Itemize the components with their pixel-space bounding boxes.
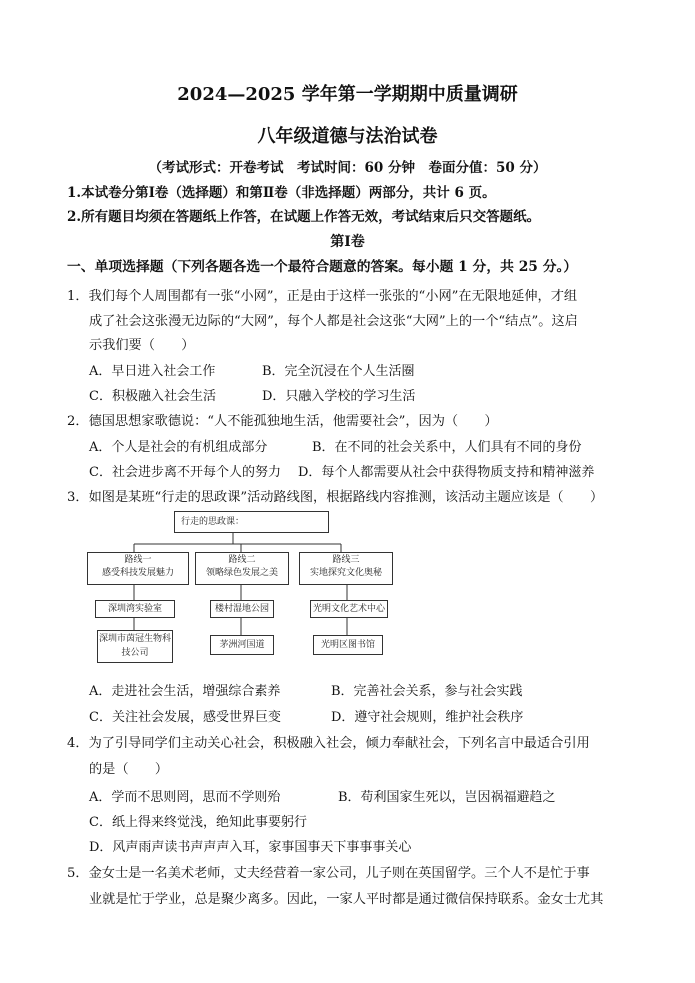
q4-option-b: B．苟利国家生死以，岂因祸福避趋之 xyxy=(338,790,556,805)
section-title: 一、单项选择题（下列各题各选一个最符合题意的答案。每小题 1 分，共 25 分。） xyxy=(67,259,578,275)
q1-option-d: D．只融入学校的学习生活 xyxy=(262,389,416,404)
route-2-stop-1: 楼村湿地公园 xyxy=(210,600,274,618)
q4-option-d: D．风声雨声读书声声声入耳，家事国事天下事事事关心 xyxy=(89,840,412,855)
q5-line-1: 5．金女士是一名美术老师，丈夫经营着一家公司，儿子则在英国留学。三个人不是忙于事 xyxy=(67,866,590,881)
q1-line-1: 1．我们每个人周围都有一张“小网”，正是由于这样一张张的“小网”在无限地延伸，才组 xyxy=(67,289,578,304)
q3-option-a: A．走进社会生活，增强综合素养 xyxy=(89,684,281,699)
route-2-stop-2: 茅洲河国道 xyxy=(210,635,274,655)
q1-option-b: B．完全沉浸在个人生活圈 xyxy=(262,364,415,379)
q1-line-2: 成了社会这张漫无边际的“大网”，每个人都是社会这张“大网”上的一个“结点”。这启 xyxy=(89,314,578,329)
route-3-theme: 实地探究文化奥秘 xyxy=(309,568,382,578)
q2-option-a: A．个人是社会的有机组成部分 xyxy=(89,440,268,455)
q4-option-c: C．纸上得来终觉浅，绝知此事要躬行 xyxy=(89,815,307,830)
route-diagram xyxy=(87,508,447,668)
q4-option-a: A．学而不思则罔，思而不学则殆 xyxy=(89,790,281,805)
exam-info: （考试形式：开卷考试 考试时间：60 分钟 卷面分值：50 分） xyxy=(148,160,547,176)
route-1-theme: 感受科技发展魅力 xyxy=(101,568,174,578)
route-3-stop-1: 光明文化艺术中心 xyxy=(310,600,388,618)
q2-line-1: 2．德国思想家歌德说：“人不能孤独地生活，他需要社会”，因为（ ） xyxy=(67,414,498,429)
exam-subtitle: 八年级道德与法治试卷 xyxy=(257,126,438,147)
route-1-stop-1: 深圳湾实验室 xyxy=(95,600,175,618)
q2-option-d: D．每个人都需要从社会中获得物质支持和精神滋养 xyxy=(298,465,595,480)
diagram-title: 行走的思政课： xyxy=(181,517,245,527)
route-3-name: 路线三 xyxy=(332,555,360,565)
q5-line-2: 业就是忙于学业，总是聚少离多。因此，一家人平时都是通过微信保持联系。金女士尤其 xyxy=(89,892,604,907)
q1-option-a: A．早日进入社会工作 xyxy=(89,364,216,379)
diagram-title-box xyxy=(174,511,329,533)
route-1-box xyxy=(87,552,189,585)
q2-option-c: C．社会进步离不开每个人的努力 xyxy=(89,465,281,480)
q1-line-3: 示我们要（ ） xyxy=(89,338,195,353)
q4-line-2: 的是（ ） xyxy=(89,762,169,777)
q1-option-c: C．积极融入社会生活 xyxy=(89,389,216,404)
q3-option-b: B．完善社会关系，参与社会实践 xyxy=(331,684,523,699)
q3-line-1: 3．如图是某班“行走的思政课”活动路线图，根据路线内容推测，该活动主题应该是（ ） xyxy=(67,490,604,505)
route-2-box xyxy=(195,552,289,585)
q2-option-b: B．在不同的社会关系中，人们具有不同的身份 xyxy=(312,440,582,455)
route-1-stop-2: 深圳市茵冠生物科技公司 xyxy=(97,630,173,663)
note-1: 1.本试卷分第Ⅰ卷（选择题）和第Ⅱ卷（非选择题）两部分，共计 6 页。 xyxy=(67,185,496,201)
route-1-name: 路线一 xyxy=(124,555,152,565)
route-3-box xyxy=(299,552,393,585)
route-2-name: 路线二 xyxy=(228,555,256,565)
note-2: 2.所有题目均须在答题纸上作答，在试题上作答无效，考试结束后只交答题纸。 xyxy=(67,209,541,225)
q3-option-d: D．遵守社会规则，维护社会秩序 xyxy=(331,710,524,725)
volume-title: 第Ⅰ卷 xyxy=(330,234,365,250)
q3-option-c: C．关注社会发展，感受世界巨变 xyxy=(89,710,281,725)
route-3-stop-2: 光明区图书馆 xyxy=(313,635,383,655)
route-2-theme: 领略绿色发展之美 xyxy=(205,568,278,578)
q4-line-1: 4．为了引导同学们主动关心社会，积极融入社会，倾力奉献社会，下列名言中最适合引用 xyxy=(67,736,590,751)
exam-title: 2024—2025 学年第一学期期中质量调研 xyxy=(177,84,518,105)
